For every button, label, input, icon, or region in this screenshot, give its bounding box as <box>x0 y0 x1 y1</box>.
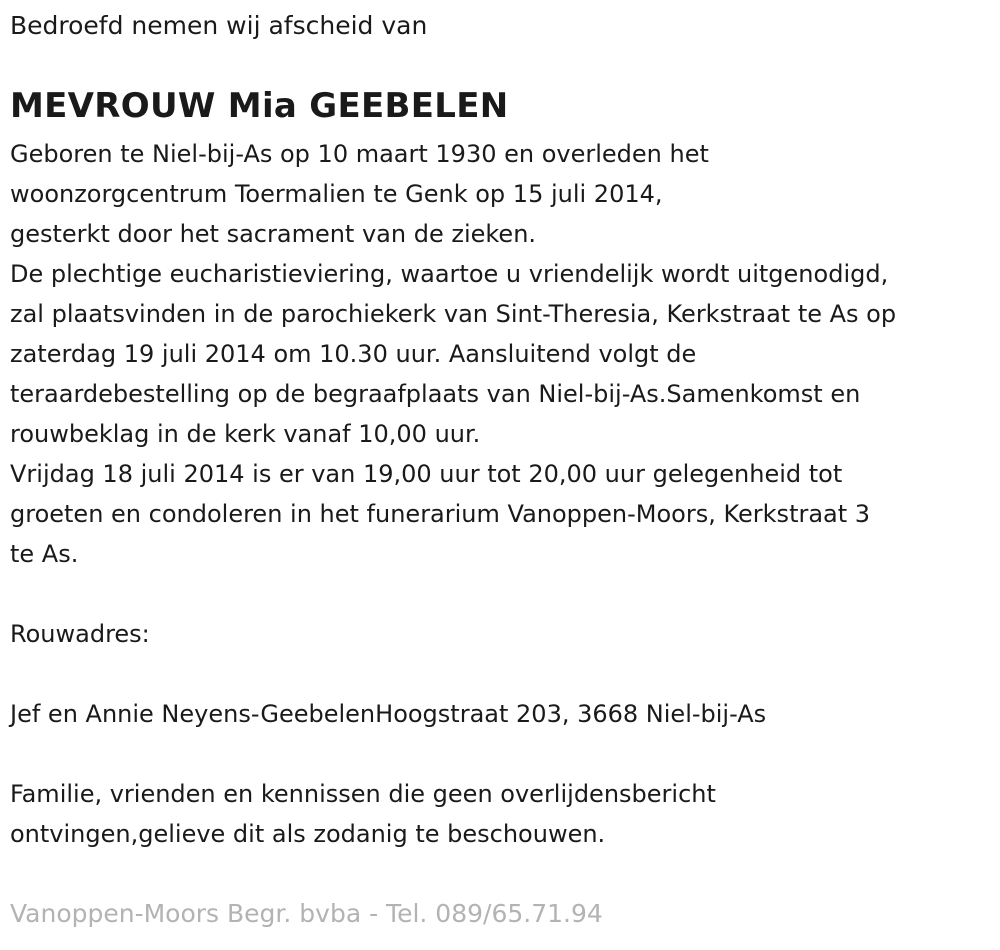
spacer <box>10 574 995 614</box>
closing-line: Familie, vrienden en kennissen die geen overlijdensbericht <box>10 780 716 808</box>
notice-body <box>10 134 995 854</box>
rouwadres-value: Jef en Annie Neyens-GeebelenHoogstraat 203, 3668 Niel-bij-As <box>10 700 767 728</box>
body-line: Vrijdag 18 juli 2014 is er van 19,00 uur tot 20,00 uur gelegenheid tot <box>10 460 843 488</box>
closing-line: ontvingen,gelieve dit als zodanig te beschouwen. <box>10 820 606 848</box>
intro-text: Bedroefd nemen wij afscheid van <box>10 11 428 40</box>
spacer <box>10 654 995 694</box>
body-line: rouwbeklag in de kerk vanaf 10,00 uur. <box>10 420 481 448</box>
rouwadres-label: Rouwadres: <box>10 620 150 648</box>
body-line: woonzorgcentrum Toermalien te Genk op 15 juli 2014, <box>10 180 663 208</box>
deceased-name: MEVROUW Mia GEEBELEN <box>10 86 509 126</box>
body-line: De plechtige eucharistieviering, waartoe u vriendelijk wordt uitgenodigd, <box>10 260 889 288</box>
spacer <box>10 734 995 774</box>
body-line: zal plaatsvinden in de parochiekerk van Sint-Theresia, Kerkstraat te As op <box>10 300 897 328</box>
body-line: te As. <box>10 540 79 568</box>
funeral-home-footer: Vanoppen-Moors Begr. bvba - Tel. 089/65.71.94 <box>10 899 603 928</box>
body-line: zaterdag 19 juli 2014 om 10.30 uur. Aansluitend volgt de <box>10 340 697 368</box>
body-line: gesterkt door het sacrament van de zieken. <box>10 220 537 248</box>
body-line: groeten en condoleren in het funerarium Vanoppen-Moors, Kerkstraat 3 <box>10 500 871 528</box>
body-line: teraardebestelling op de begraafplaats van Niel-bij-As.Samenkomst en <box>10 380 861 408</box>
body-line: Geboren te Niel-bij-As op 10 maart 1930 en overleden het <box>10 140 709 168</box>
